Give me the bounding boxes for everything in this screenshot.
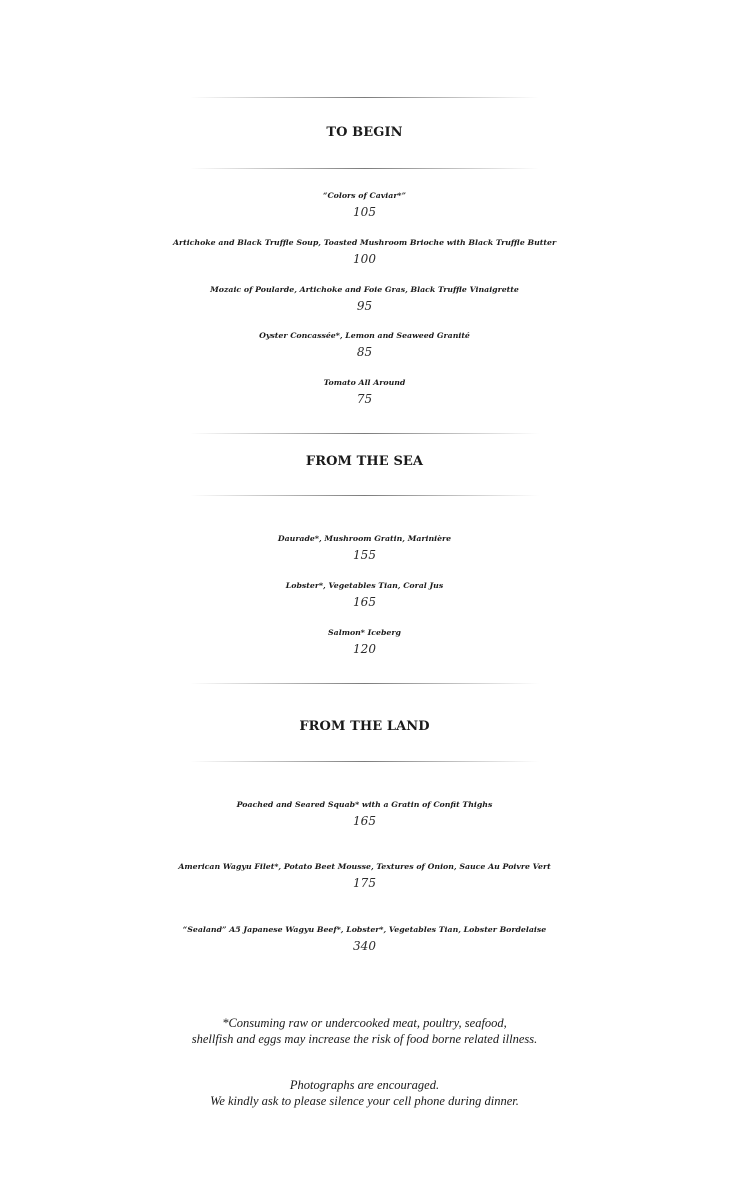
menu-item: [0, 282, 729, 314]
photo-note-line: We kindly ask to please silence your cell phone during dinner.: [210, 1094, 519, 1108]
dish-price: 85: [356, 345, 373, 359]
allergy-disclaimer: [0, 1015, 729, 1047]
dish-name: Tomato All Around: [323, 378, 406, 387]
dish-name: American Wagyu Filet*, Potato Beet Mousse, Textures of Onion, Sauce Au Poivre Vert: [178, 862, 551, 871]
dish-name: Poached and Seared Squab* with a Gratin of Confit Thighs: [236, 800, 493, 809]
menu-item: [0, 531, 729, 563]
menu-item: [0, 922, 729, 954]
section-heading-from-the-sea: FROM THE SEA: [305, 454, 424, 469]
divider-from-land: [190, 761, 539, 762]
menu-item: [0, 188, 729, 220]
dish-price: 175: [353, 876, 376, 890]
dish-price: 95: [356, 299, 373, 313]
photo-note-line: Photographs are encouraged.: [289, 1078, 440, 1092]
divider-from-sea: [190, 495, 539, 496]
menu-item: [0, 859, 729, 891]
menu-item: [0, 235, 729, 267]
dish-name: Salmon* Iceberg: [328, 628, 401, 637]
section-heading-to-begin: TO BEGIN: [326, 125, 403, 140]
divider-to-begin: [190, 168, 539, 169]
dish-price: 120: [353, 642, 376, 656]
dish-name: Mozaic of Poularde, Artichoke and Foie Gras, Black Truffle Vinaigrette: [210, 285, 519, 294]
divider-before-sea: [190, 433, 539, 434]
menu-item: [0, 375, 729, 407]
section-heading-from-the-land: FROM THE LAND: [299, 719, 430, 734]
dish-name: “Sealand” A5 Japanese Wagyu Beef*, Lobster*, Vegetables Tian, Lobster Bordelaise: [182, 925, 547, 934]
menu-item: [0, 797, 729, 829]
divider-top: [190, 97, 539, 98]
dish-price: 100: [353, 252, 376, 266]
dish-name: Artichoke and Black Truffle Soup, Toasted Mushroom Brioche with Black Truffle Butter: [172, 238, 557, 247]
dish-name: “Colors of Caviar*”: [322, 191, 406, 200]
disclaimer-line: shellfish and eggs may increase the risk of food borne related illness.: [191, 1032, 538, 1046]
dish-price: 165: [353, 595, 376, 609]
menu-item: [0, 625, 729, 657]
dish-price: 165: [353, 814, 376, 828]
dish-price: 155: [353, 548, 376, 562]
dish-price: 105: [353, 205, 376, 219]
photo-policy-note: [0, 1077, 729, 1109]
dish-price: 340: [353, 939, 376, 953]
menu-item: [0, 328, 729, 360]
menu-item: [0, 578, 729, 610]
dish-name: Lobster*, Vegetables Tian, Coral Jus: [285, 581, 444, 590]
dish-price: 75: [356, 392, 373, 406]
dish-name: Oyster Concassée*, Lemon and Seaweed Granité: [259, 331, 470, 340]
divider-before-land: [190, 683, 539, 684]
dish-name: Daurade*, Mushroom Gratin, Marinière: [277, 534, 452, 543]
disclaimer-line: *Consuming raw or undercooked meat, poultry, seafood,: [222, 1016, 507, 1030]
